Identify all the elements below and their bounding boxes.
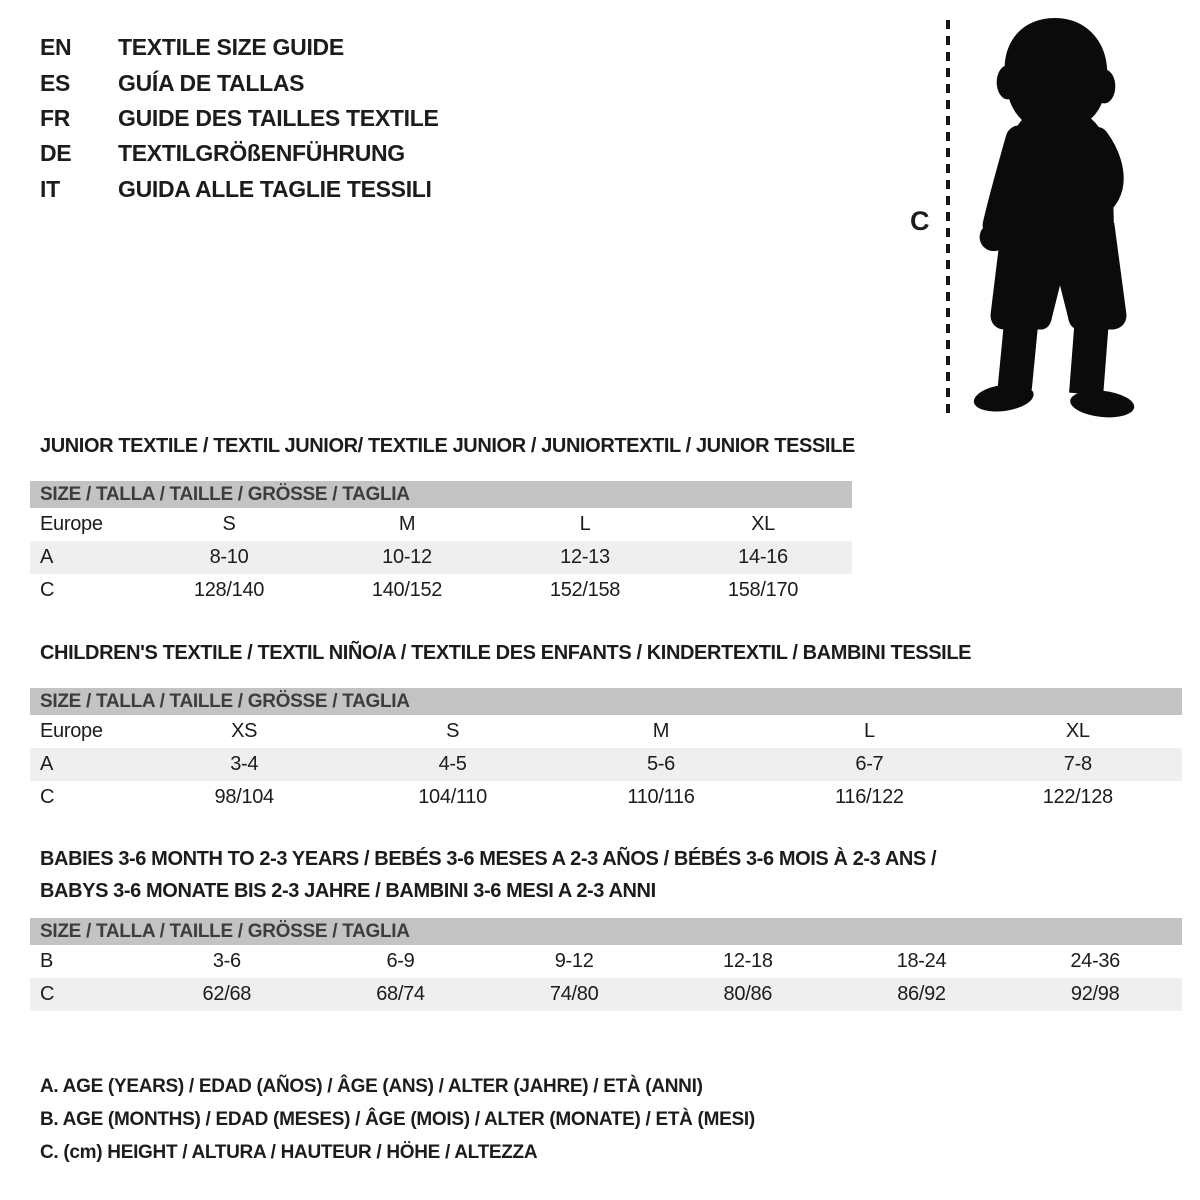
row-label: C: [40, 983, 55, 1005]
table-cell: 14-16: [738, 546, 788, 568]
height-measure-label: C: [910, 206, 930, 236]
lang-title: GUIDA ALLE TAGLIE TESSILI: [118, 175, 432, 202]
lang-title: GUIDE DES TAILLES TEXTILE: [118, 104, 439, 131]
table-cell: M: [398, 513, 416, 535]
table-cell: 3-6: [212, 950, 241, 972]
table-cell: 6-7: [855, 753, 884, 775]
row-label: A: [40, 546, 54, 568]
table-cell: S: [446, 720, 460, 742]
size-header-bar: SIZE / TALLA / TAILLE / GRÖSSE / TAGLIA: [30, 918, 1182, 945]
table-cell: M: [652, 720, 670, 742]
lang-title: GUÍA DE TALLAS: [118, 69, 305, 96]
table-cell: 18-24: [896, 950, 947, 972]
row-label: Europe: [40, 513, 103, 535]
table-cell: L: [579, 513, 591, 535]
table-cell: 5-6: [646, 753, 675, 775]
row-label: C: [40, 579, 55, 601]
table-cell: XL: [1065, 720, 1090, 742]
section-childrens-textile: [30, 642, 1182, 814]
table-cell: 12-13: [560, 546, 610, 568]
legend-age-months: B. AGE (MONTHS) / EDAD (MESES) / ÂGE (MOIS) / ALTER (MONATE) / ETÀ (MESI): [40, 1108, 755, 1130]
table-cell: 122/128: [1042, 786, 1113, 808]
section-title-line2: BABYS 3-6 MONATE BIS 2-3 JAHRE / BAMBINI 3-6 MESI A 2-3 ANNI: [40, 880, 656, 902]
table-cell: 68/74: [376, 983, 425, 1005]
table-cell: 4-5: [438, 753, 467, 775]
table-row-height: [30, 978, 1182, 1011]
section-junior-textile: [30, 435, 855, 607]
section-title-line1: BABIES 3-6 MONTH TO 2-3 YEARS / BEBÉS 3-6 MESES A 2-3 AÑOS / BÉBÉS 3-6 MOIS À 2-3 ANS /: [40, 848, 937, 870]
size-header-bar: SIZE / TALLA / TAILLE / GRÖSSE / TAGLIA: [30, 688, 1182, 715]
table-cell: 74/80: [549, 983, 599, 1005]
section-title: CHILDREN'S TEXTILE / TEXTIL NIÑO/A / TEXTILE DES ENFANTS / KINDERTEXTIL / BAMBINI TESSILE: [40, 642, 972, 664]
lang-code: DE: [40, 140, 72, 167]
section-title: JUNIOR TEXTILE / TEXTIL JUNIOR/ TEXTILE JUNIOR / JUNIORTEXTIL / JUNIOR TESSILE: [40, 435, 855, 457]
legend-height: C. (cm) HEIGHT / ALTURA / HAUTEUR / HÖHE / ALTEZZA: [40, 1141, 538, 1163]
table-cell: XS: [231, 720, 258, 742]
size-header-bar: SIZE / TALLA / TAILLE / GRÖSSE / TAGLIA: [30, 481, 852, 508]
table-row-height: [30, 574, 852, 607]
table-cell: 7-8: [1063, 753, 1092, 775]
toddler-silhouette-icon: [972, 16, 1144, 418]
table-cell: 98/104: [214, 786, 274, 808]
table-cell: 152/158: [549, 579, 621, 601]
height-measure-dashed-line: [946, 20, 950, 416]
row-label: Europe: [40, 720, 103, 742]
row-label: A: [40, 753, 54, 775]
table-cell: 86/92: [897, 983, 946, 1005]
row-label: C: [40, 786, 55, 808]
measurement-legend: [40, 1070, 755, 1169]
legend-age-years: A. AGE (YEARS) / EDAD (AÑOS) / ÂGE (ANS) / ALTER (JAHRE) / ETÀ (ANNI): [40, 1075, 703, 1097]
table-cell: 92/98: [1070, 983, 1120, 1005]
table-row-age-years: [30, 541, 852, 574]
table-cell: 158/170: [727, 579, 799, 601]
table-cell: 9-12: [554, 950, 594, 972]
table-cell: 10-12: [382, 546, 432, 568]
table-cell: 116/122: [835, 786, 904, 808]
language-title-list: [40, 30, 439, 207]
table-row-europe: [30, 715, 1182, 748]
lang-code: IT: [40, 175, 60, 202]
lang-code: EN: [40, 34, 72, 61]
lang-row-en: [40, 30, 439, 65]
table-cell: 6-9: [386, 950, 415, 972]
lang-row-it: [40, 172, 439, 207]
table-cell: 3-4: [230, 753, 259, 775]
lang-code: ES: [40, 69, 71, 96]
table-cell: 12-18: [723, 950, 773, 972]
table-cell: 104/110: [418, 786, 487, 808]
table-cell: 140/152: [371, 579, 443, 601]
table-cell: 80/86: [723, 983, 773, 1005]
table-row-height: [30, 781, 1182, 814]
table-cell: 62/68: [202, 983, 252, 1005]
lang-row-fr: [40, 101, 439, 136]
table-row-age-months: [30, 945, 1182, 978]
table-cell: 24-36: [1070, 950, 1120, 972]
table-cell: 110/116: [627, 786, 695, 808]
table-cell: XL: [751, 513, 775, 535]
table-cell: L: [863, 720, 875, 742]
lang-code: FR: [40, 104, 71, 131]
table-cell: 8-10: [209, 546, 249, 568]
lang-row-es: [40, 65, 439, 100]
table-cell: 128/140: [193, 579, 265, 601]
lang-title: TEXTILE SIZE GUIDE: [118, 34, 344, 61]
table-row-age-years: [30, 748, 1182, 781]
table-cell: S: [222, 513, 236, 535]
section-babies-textile: [30, 848, 1182, 1011]
lang-title: TEXTILGRÖßENFÜHRUNG: [118, 140, 405, 167]
row-label: B: [40, 950, 54, 972]
table-row-europe: [30, 508, 852, 541]
lang-row-de: [40, 136, 439, 171]
